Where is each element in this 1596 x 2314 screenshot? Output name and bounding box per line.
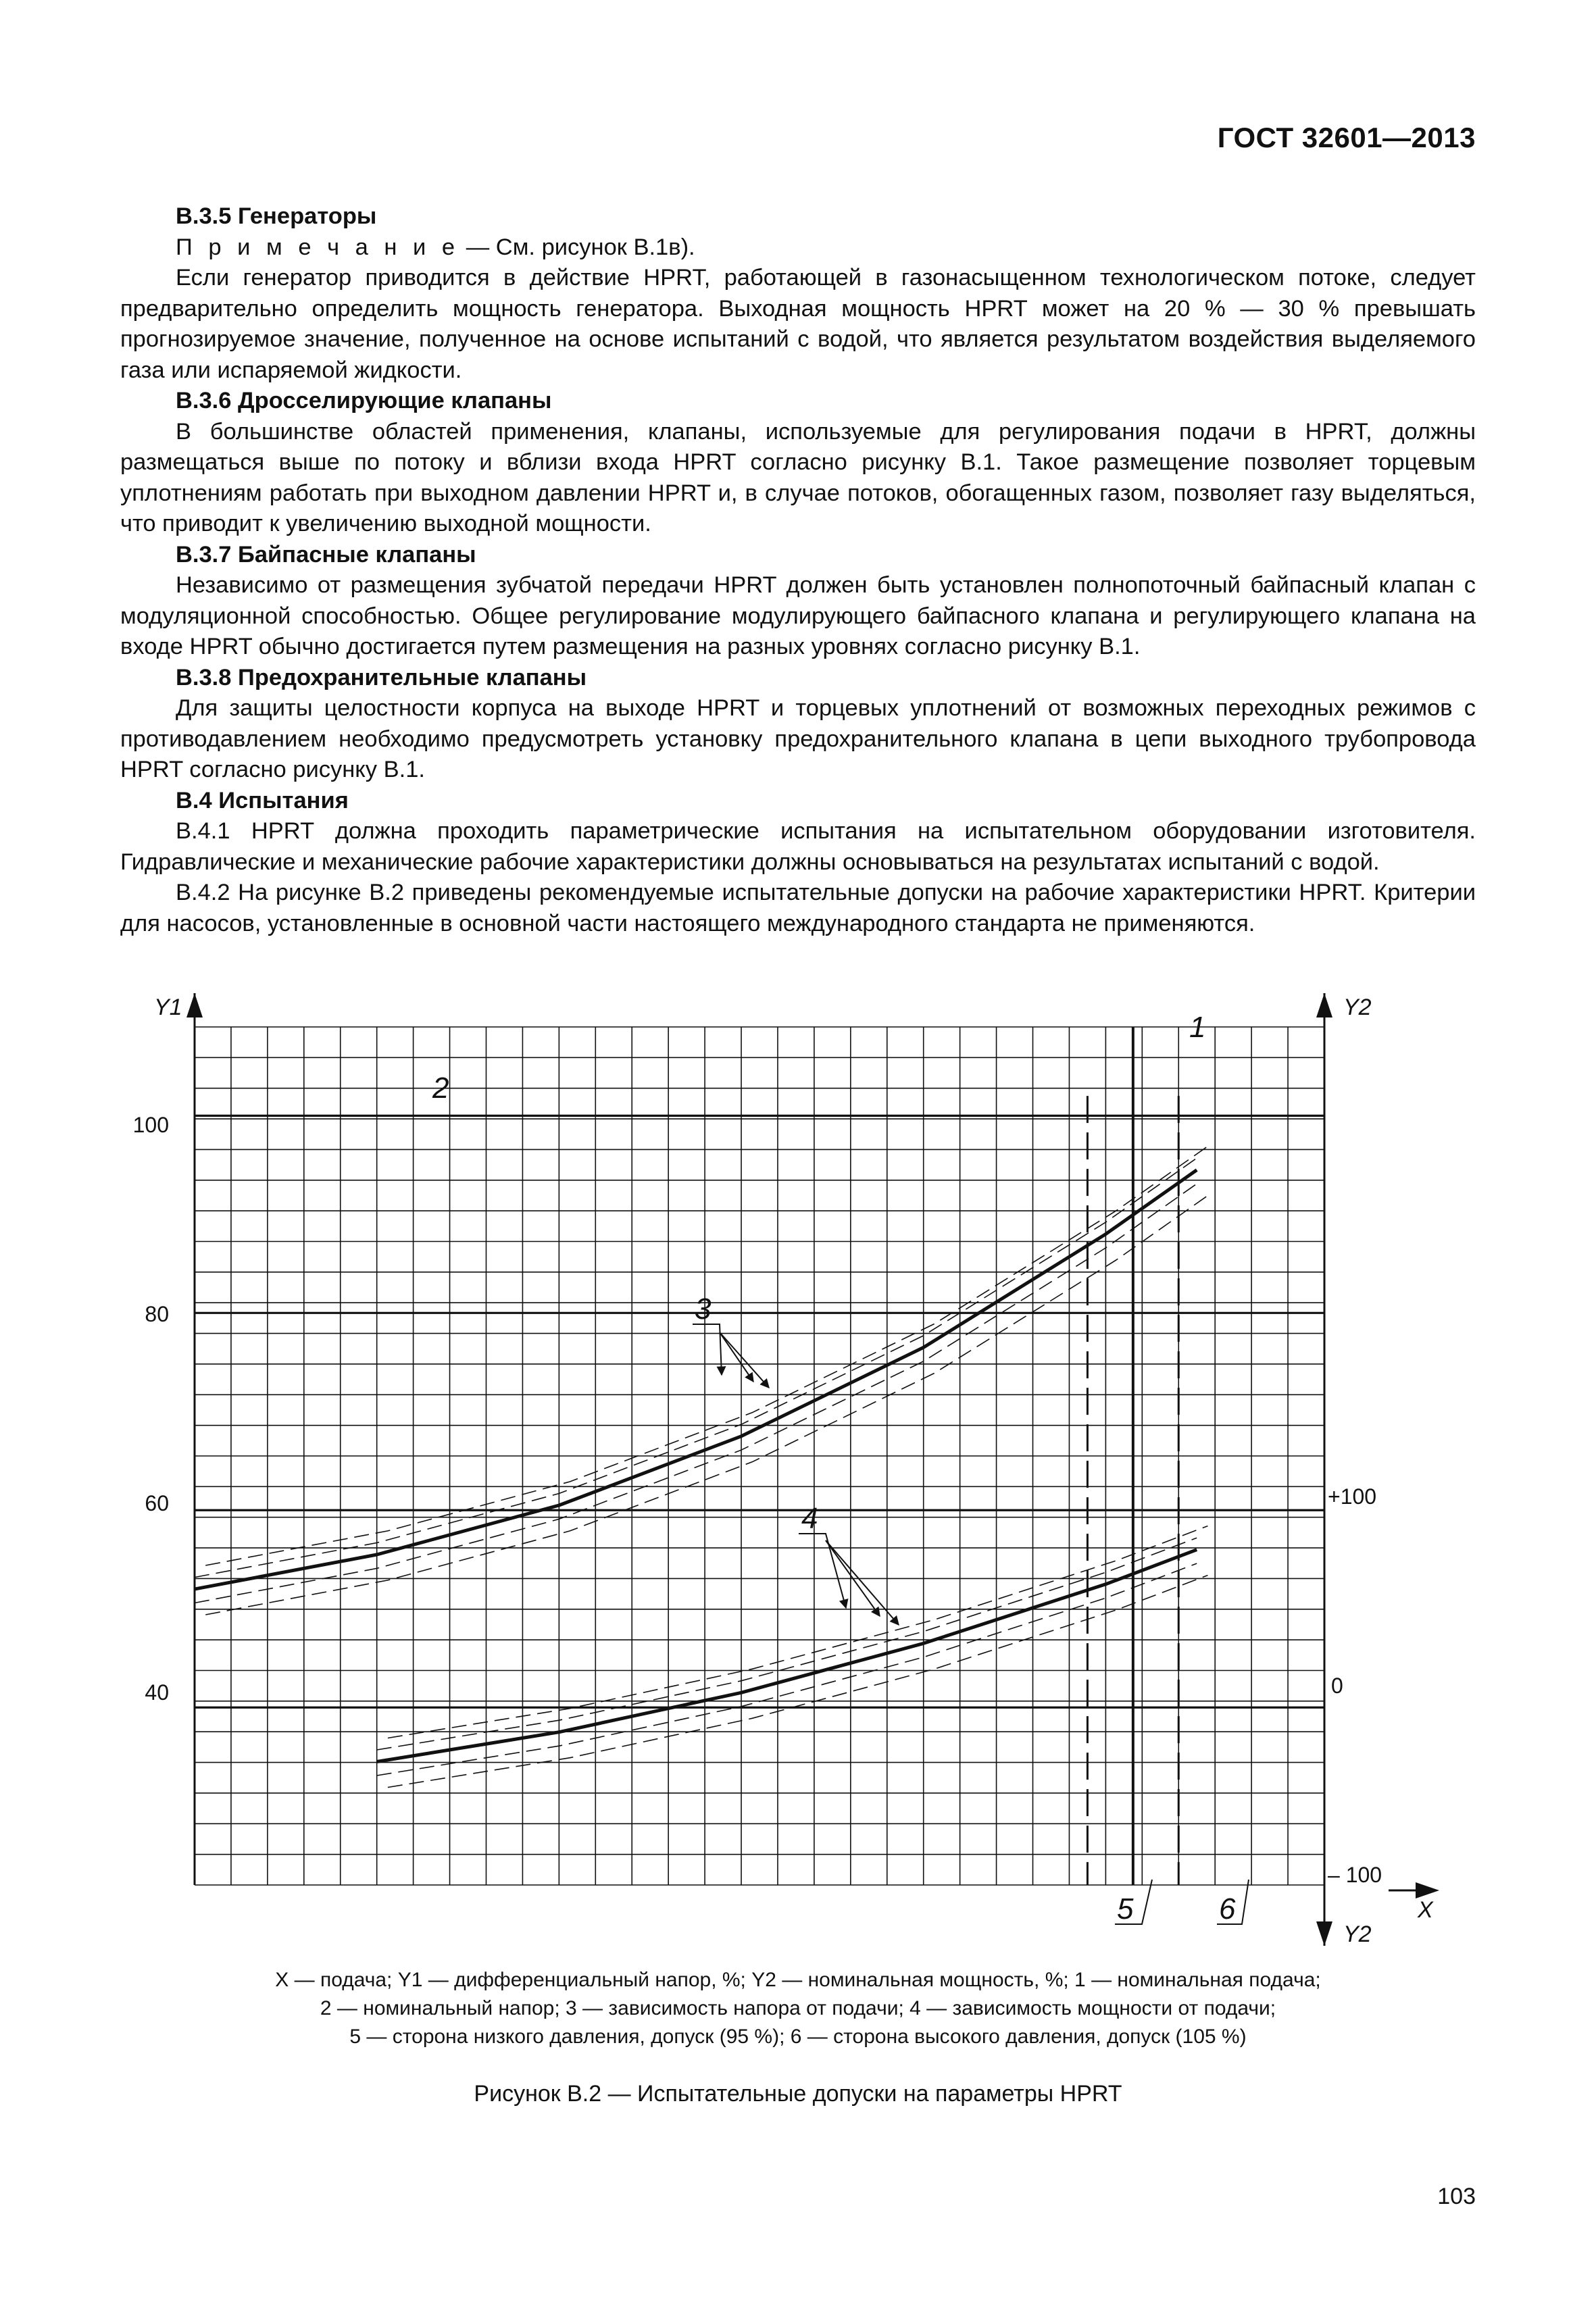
y1-axis-arrow-icon xyxy=(186,993,203,1017)
y2-tick-label: 0 xyxy=(1331,1674,1343,1698)
callout-1: 1 xyxy=(1189,1011,1206,1044)
callout-2: 2 xyxy=(432,1072,449,1105)
tolerance-band-line xyxy=(205,1196,1207,1615)
tolerance-band-line xyxy=(195,1184,1197,1603)
note-paragraph xyxy=(120,232,1476,263)
y2-axis-arrow-up-icon xyxy=(1316,993,1332,1017)
legend-line: 5 — сторона низкого давления, допуск (95 %); 6 — сторона высокого давления, допуск (105 %) xyxy=(349,2026,1247,2048)
callout-6: 6 xyxy=(1219,1892,1236,1926)
y1-tick-label: 100 xyxy=(132,1113,169,1137)
figure-b2 xyxy=(115,986,1487,1953)
series-curve xyxy=(377,1550,1197,1762)
tolerance-band-line xyxy=(205,1147,1207,1565)
y2-tick-label: – 100 xyxy=(1328,1863,1382,1887)
y1-tick-label: 80 xyxy=(145,1302,169,1326)
section-heading-b37: В.3.7 Байпасные клапаны xyxy=(176,541,476,568)
callout-4: 4 xyxy=(801,1502,818,1535)
paragraph-b37: Независимо от размещения зубчатой передачи HPRT должен быть установлен полнопоточный байпасный клапан с модуляционной способностью. Общее регулирование модулирующего байпасного клапана и регулирующего клапана на входе HPRT обычно достигается путем размещения на разных уровнях согласно рисунку В.1. xyxy=(120,572,1476,659)
body-text xyxy=(120,201,1476,939)
y2-axis-label-bottom: Y2 xyxy=(1343,1921,1372,1947)
section-heading-b38: В.3.8 Предохранительные клапаны xyxy=(176,664,587,690)
tolerance-chart xyxy=(115,986,1487,1953)
y1-tick-label: 40 xyxy=(145,1680,169,1705)
series-curve xyxy=(195,1170,1197,1589)
y1-tick-label: 60 xyxy=(145,1491,169,1515)
tolerance-bands xyxy=(195,1147,1207,1788)
figure-legend xyxy=(120,1966,1476,2051)
paragraph-b42: В.4.2 На рисунке В.2 приведены рекомендуемые испытательные допуски на рабочие характеристики HPRT. Критерии для насосов, установленные в основной части настоящего международного стандарта не применяются. xyxy=(120,880,1476,936)
document-code-header: ГОСТ 32601—2013 xyxy=(1217,122,1476,153)
y1-axis-label: Y1 xyxy=(154,995,182,1020)
callout-3: 3 xyxy=(695,1292,712,1326)
y2-axis-label-top: Y2 xyxy=(1343,995,1372,1020)
note-text: — См. рисунок В.1в). xyxy=(459,234,695,260)
paragraph-b36: В большинстве областей применения, клапаны, используемые для регулирования подачи в HPRT, должны размещаться выше по потоку и вблизи входа HPRT согласно рисунку В.1. Такое размещение позволяет торцевым уплотнениям работать при выходном давлении HPRT и, в случае потоков, обогащенных газом, позволяет газу выделяться, что приводит к увеличению выходной мощности. xyxy=(120,418,1476,536)
paragraph-b38: Для защиты целостности корпуса на выходе HPRT и торцевых уплотнений от возможных переходных режимов с противодавлением необходимо предусмотреть установку предохранительного клапана в цепи выходного трубопровода HPRT согласно рисунку В.1. xyxy=(120,695,1476,782)
note-label: П р и м е ч а н и е xyxy=(176,234,460,260)
y2-tick-label: +100 xyxy=(1328,1484,1377,1509)
paragraph-b41: В.4.1 HPRT должна проходить параметрические испытания на испытательном оборудовании изготовителя. Гидравлические и механические рабочие характеристики должны основываться на результатах испытаний с водой. xyxy=(120,818,1476,875)
figure-caption: Рисунок В.2 — Испытательные допуски на параметры HPRT xyxy=(474,2081,1122,2107)
tolerance-band-line xyxy=(195,1158,1197,1578)
legend-line: 2 — номинальный напор; 3 — зависимость напора от подачи; 4 — зависимость мощности от подачи; xyxy=(320,1997,1276,2019)
chart-grid xyxy=(195,1027,1324,1885)
x-axis-arrow-icon xyxy=(1416,1882,1439,1898)
paragraph-b35: Если генератор приводится в действие HPRT, работающей в газонасыщенном технологическом потоке, следует предварительно определить мощность генератора. Выходная мощность HPRT может на 20 % — 30 % превышать прогнозируемое значение, полученное на основе испытаний с водой, что является результатом воздействия выделяемого газа или испаряемой жидкости. xyxy=(120,265,1476,383)
y2-axis-arrow-down-icon xyxy=(1316,1921,1332,1946)
section-heading-b35: В.3.5 Генераторы xyxy=(176,203,377,229)
legend-line: X — подача; Y1 — дифференциальный напор, %; Y2 — номинальная мощность, %; 1 — номинальная подача; xyxy=(275,1969,1321,1991)
tolerance-band-line xyxy=(377,1538,1197,1750)
callout-5: 5 xyxy=(1117,1892,1134,1926)
section-heading-b4: В.4 Испытания xyxy=(176,787,349,813)
section-heading-b36: В.3.6 Дросселирующие клапаны xyxy=(176,388,552,413)
x-axis-label: X xyxy=(1418,1897,1433,1923)
chart-labels xyxy=(133,995,1434,1947)
tolerance-band-line xyxy=(388,1576,1208,1788)
page-number: 103 xyxy=(1437,2184,1476,2209)
